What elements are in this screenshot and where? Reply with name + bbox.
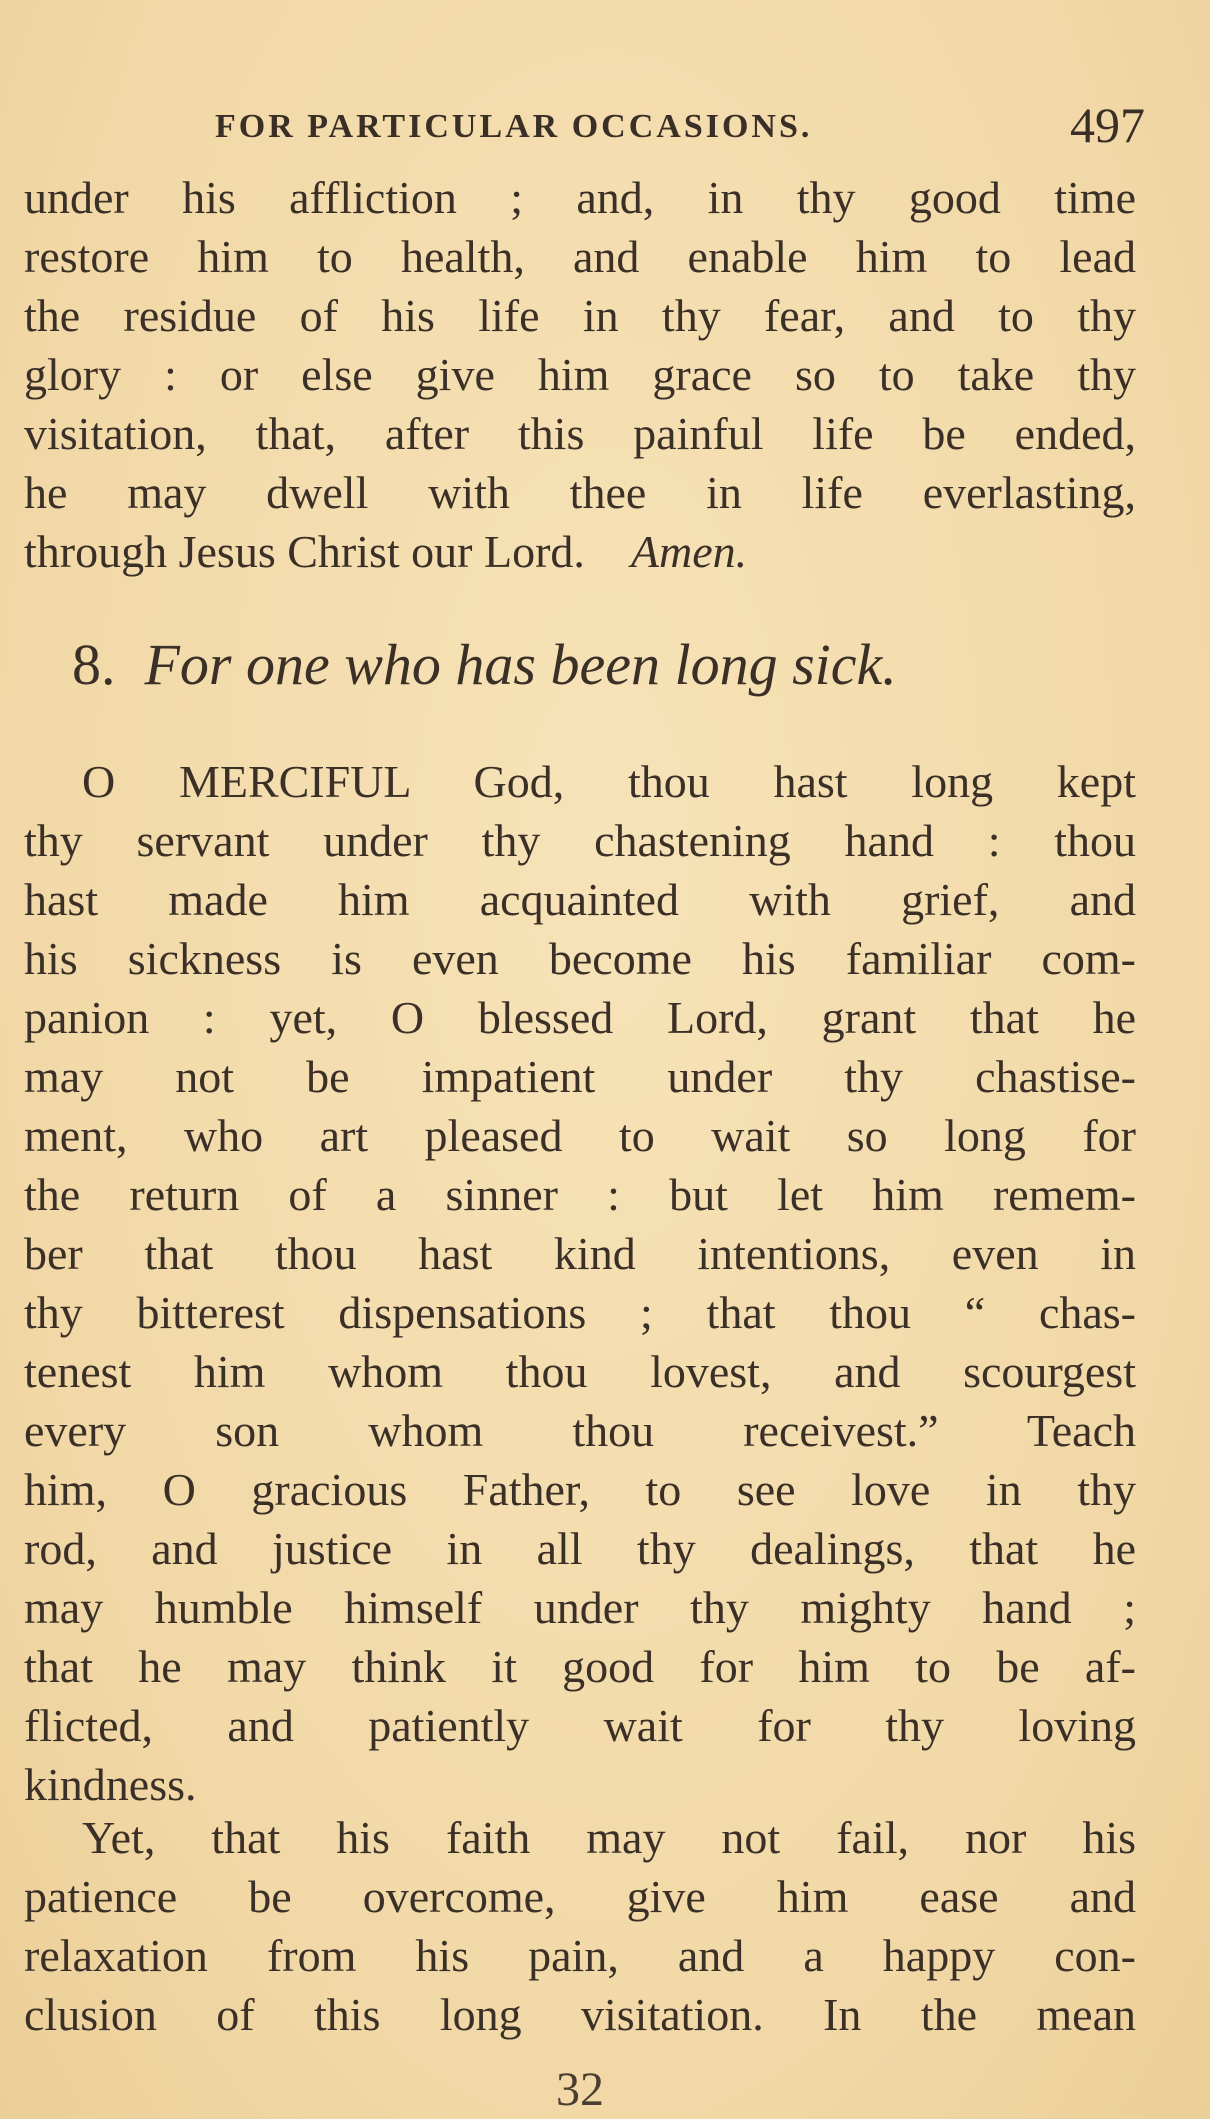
continued-prayer-text	[24, 168, 1136, 581]
text-line: him, O gracious Father, to see love in thy	[24, 1464, 1136, 1515]
section-number: 8.	[72, 632, 116, 697]
text-line: visitation, that, after this painful life be ended,	[24, 408, 1136, 459]
main-paragraph	[24, 752, 1136, 1814]
text-line: ber that thou hast kind intentions, even in	[24, 1228, 1136, 1279]
text-line: thy bitterest dispensations ; that thou “ chas-	[24, 1287, 1136, 1338]
text-line: flicted, and patiently wait for thy loving	[24, 1700, 1136, 1751]
text-line: thy servant under thy chastening hand : thou	[24, 815, 1136, 866]
running-head: FOR PARTICULAR OCCASIONS.	[215, 108, 813, 145]
section-heading	[72, 630, 1132, 700]
text-line: Yet, that his faith may not fail, nor his	[82, 1812, 1136, 1863]
text-line: may humble himself under thy mighty hand ;	[24, 1582, 1136, 1633]
text-line: hast made him acquainted with grief, and	[24, 874, 1136, 925]
text-line: restore him to health, and enable him to lead	[24, 231, 1136, 282]
text-line: may not be impatient under thy chastise-	[24, 1051, 1136, 1102]
text-line: relaxation from his pain, and a happy con-	[24, 1930, 1136, 1981]
text-line: his sickness is even become his familiar com-	[24, 933, 1136, 984]
text-line: the residue of his life in thy fear, and to thy	[24, 290, 1136, 341]
text-line: the return of a sinner : but let him remem-	[24, 1169, 1136, 1220]
text-line: ment, who art pleased to wait so long for	[24, 1110, 1136, 1161]
section-title: For one who has been long sick.	[144, 632, 897, 697]
page-number: 497	[1070, 97, 1145, 153]
text-line: tenest him whom thou lovest, and scourgest	[24, 1346, 1136, 1397]
text-line: panion : yet, O blessed Lord, grant that he	[24, 992, 1136, 1043]
text-line: through Jesus Christ our Lord.	[24, 526, 585, 577]
text-line: glory : or else give him grace so to take thy	[24, 349, 1136, 400]
text-line: every son whom thou receivest.” Teach	[24, 1405, 1136, 1456]
text-line: patience be overcome, give him ease and	[24, 1871, 1136, 1922]
text-line-final	[24, 522, 1136, 581]
amen-text: Amen.	[630, 526, 748, 577]
text-line: kindness.	[24, 1759, 197, 1810]
text-line: under his affliction ; and, in thy good time	[24, 172, 1136, 223]
signature-mark: 32	[556, 2063, 604, 2116]
second-paragraph	[24, 1808, 1136, 2044]
text-line: rod, and justice in all thy dealings, that he	[24, 1523, 1136, 1574]
text-line: that he may think it good for him to be af-	[24, 1641, 1136, 1692]
text-line: clusion of this long visitation. In the mean	[24, 1989, 1136, 2040]
text-line: he may dwell with thee in life everlasting,	[24, 467, 1136, 518]
page-header	[215, 96, 1145, 156]
text-line: O MERCIFUL God, thou hast long kept	[82, 756, 1136, 807]
